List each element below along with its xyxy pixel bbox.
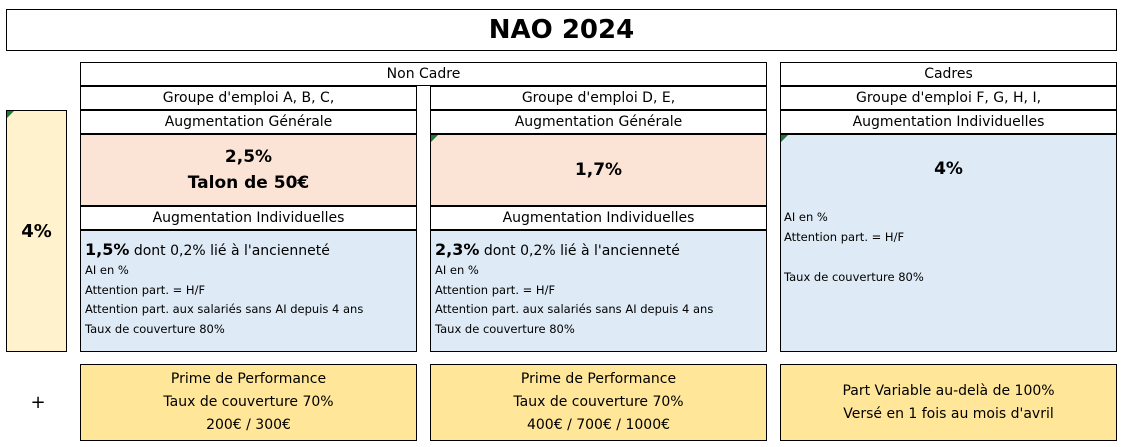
individual-increase-details-abc xyxy=(80,230,417,352)
detail-line: Attention part. = H/F xyxy=(435,282,556,297)
detail-line: Attention part. aux salariés sans AI depuis 4 ans xyxy=(435,302,714,316)
plus-sign: + xyxy=(30,392,46,413)
prime-amounts: 400€ / 700€ / 1000€ xyxy=(526,417,671,433)
detail-line: Taux de couverture 80% xyxy=(435,321,575,336)
individual-increase-details-de xyxy=(430,230,767,352)
variable-pay-timing: Versé en 1 fois au mois d'avril xyxy=(843,405,1054,422)
detail-line: Attention part. = H/F xyxy=(85,282,206,297)
performance-bonus-abc xyxy=(80,364,417,441)
general-increase-rate: 1,7% xyxy=(574,160,623,180)
detail-line: AI en % xyxy=(85,263,129,277)
individual-increase-label-fghi: Augmentation Individuelles xyxy=(780,110,1117,134)
variable-pay-cadres xyxy=(780,364,1117,441)
seniority-note: dont 0,2% lié à l'ancienneté xyxy=(479,243,680,259)
general-increase-floor: Talon de 50€ xyxy=(187,173,310,193)
individual-increase-lead xyxy=(435,240,766,261)
comment-marker-icon xyxy=(781,135,788,142)
category-cadres: Cadres xyxy=(780,62,1117,86)
prime-title: Prime de Performance xyxy=(520,371,677,387)
general-increase-rate: 2,5% xyxy=(224,147,273,167)
general-increase-label-de: Augmentation Générale xyxy=(430,110,767,134)
individual-increase-label-abc: Augmentation Individuelles xyxy=(80,206,417,230)
performance-bonus-de xyxy=(430,364,767,441)
individual-increase-rate: 2,3% xyxy=(435,240,480,259)
total-percent: 4% xyxy=(21,220,52,242)
individual-increase-rate: 1,5% xyxy=(85,240,130,259)
detail-line: AI en % xyxy=(435,263,479,277)
page-title: NAO 2024 xyxy=(6,9,1117,51)
variable-pay-title: Part Variable au-delà de 100% xyxy=(842,382,1055,399)
general-increase-value-abc xyxy=(80,134,417,206)
prime-amounts: 200€ / 300€ xyxy=(206,417,291,433)
individual-increase-lead xyxy=(85,240,416,261)
total-percent-cell xyxy=(6,110,67,352)
comment-marker-icon xyxy=(7,111,14,118)
prime-coverage: Taux de couverture 70% xyxy=(163,394,334,410)
cadres-increase-rate: 4% xyxy=(934,159,963,179)
group-header-abc: Groupe d'emploi A, B, C, xyxy=(80,86,417,110)
group-header-fghi: Groupe d'emploi F, G, H, I, xyxy=(780,86,1117,110)
detail-line: Attention part. aux salariés sans AI depuis 4 ans xyxy=(85,302,364,316)
category-non-cadre: Non Cadre xyxy=(80,62,767,86)
group-header-de: Groupe d'emploi D, E, xyxy=(430,86,767,110)
detail-line: AI en % xyxy=(784,210,828,224)
detail-line xyxy=(784,247,924,267)
prime-title: Prime de Performance xyxy=(170,371,327,387)
detail-line: Taux de couverture 80% xyxy=(85,321,225,336)
detail-line: Taux de couverture 80% xyxy=(784,270,924,284)
detail-line: Attention part. = H/F xyxy=(784,230,905,244)
cadres-detail-lines xyxy=(784,207,924,287)
prime-coverage: Taux de couverture 70% xyxy=(513,394,684,410)
individual-increase-label-de: Augmentation Individuelles xyxy=(430,206,767,230)
individual-increase-details-fghi xyxy=(780,134,1117,352)
general-increase-label-abc: Augmentation Générale xyxy=(80,110,417,134)
seniority-note: dont 0,2% lié à l'ancienneté xyxy=(129,243,330,259)
general-increase-value-de xyxy=(430,134,767,206)
comment-marker-icon xyxy=(431,135,438,142)
